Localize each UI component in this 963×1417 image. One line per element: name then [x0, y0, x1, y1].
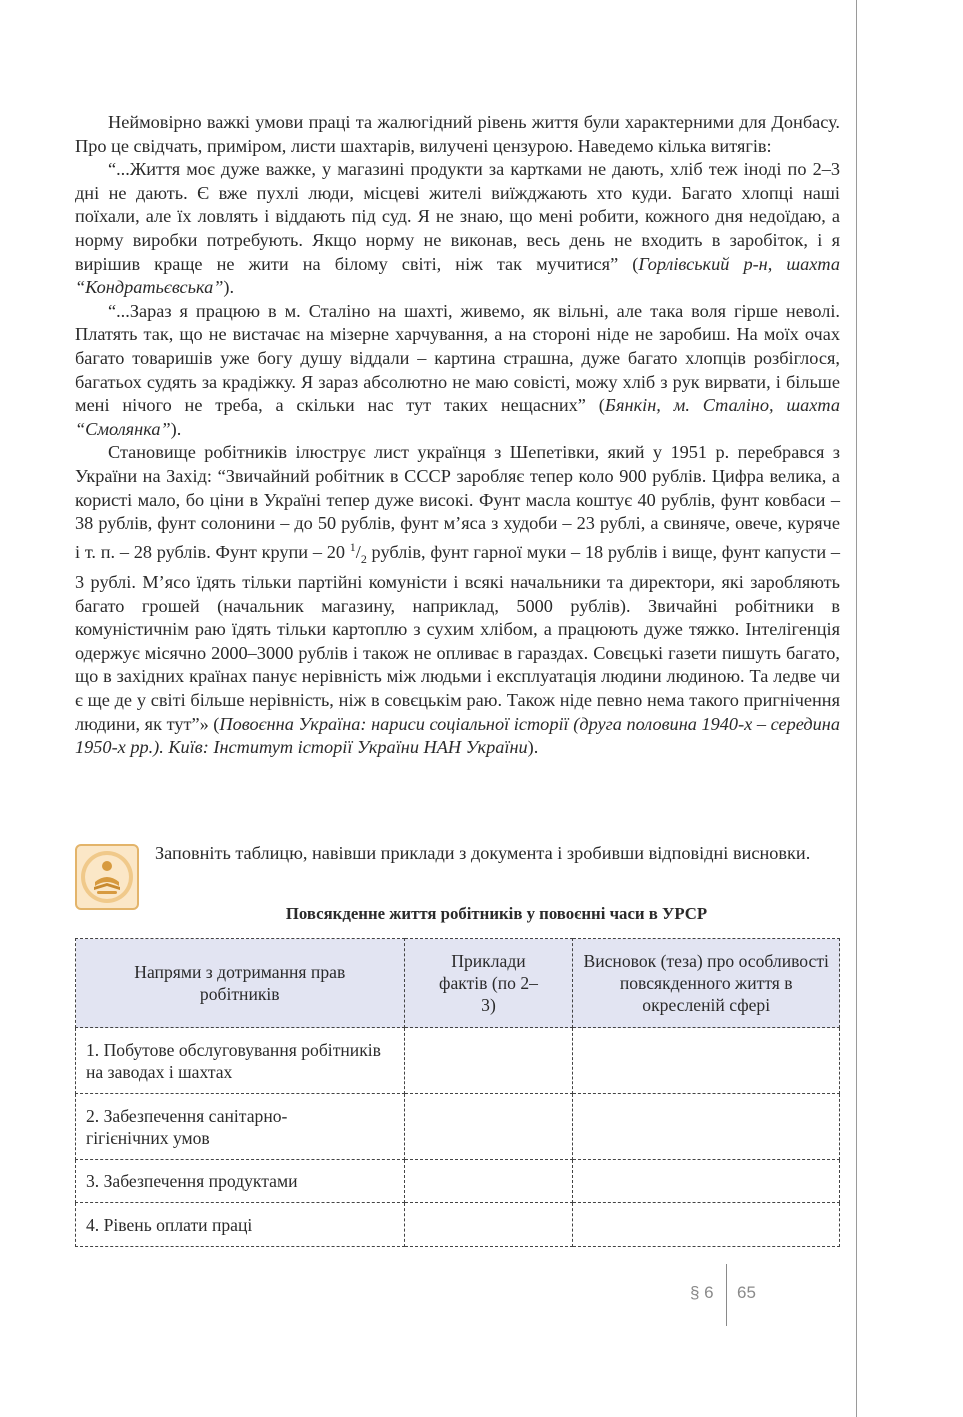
examples-cell[interactable] [404, 1160, 573, 1203]
paragraph-letter-1: “...Життя моє дуже важке, у магазині продукти за картками не дають, хліб теж іноді по 2–3 дні не дають. Є вже пухлі люди, місцеві жителі виїжджають хто куди. Багато хлопці наші поїхали, але їх ловлять і віддають під суд. Я не знаю, що мені робити, кожного дня недоїдаю, а норму виробки потребують. Якщо норму не виконав, весь день не входить в заробіток, і я вирішив краще не жити на білому світі, ніж так мучитися” (Горлівський р-н, шахта “Кондратьєвська”). [75, 159, 840, 298]
letter-1-source: Горлівський р-н, шахта “Кондратьєвська” [75, 253, 840, 298]
paragraph-letter-3: Становище робітників ілюструє лист українця з Шепетівки, який у 1951 р. перебрався з України на Захід: “Звичайний робітник в СССР заробляє тепер коло 900 рублів. Цифра велика, а користі мало, бо ціни в Україні тепер дуже високі. Фунт масла коштує 40 рублів, фунт ковбаси – 38 рублів, фунт солонини – до 50 рублів, фунт м’яса з худоби – 23 рублі, а свиняче, овече, куряче і т. п. – 28 рублів. Фунт крупи – 20 $^1/_2$ рублів, фунт гарної муки – 18 рублів і вище, фунт капусти – 3 рублі. М’ясо їдять тільки партійні комуністи і всякі начальники та директори, які заробляють багато грошей (начальник магазину, наприклад, 5000 рублів). Звичайні робітники в комуністичнім раю їдять тільки картоплю з сухим хлібом, а працюють дуже тяжко. Інтелігенція одержує місячно 2000–3000 рублів і також не опливає в гараздах. Совєцькі газети пишуть багато, що в західних країнах панує нерівність між людьми і експлуатація людини людиною. Та ледве чи є ще де у світі більше нерівність, ніж в совєцькім раю. Також ніде певно нема такого пригнічення людини, як тут”» (Повоєнна Україна: нариси соціальної історії (друга половина 1940-х – середина 1950-х рр.). Київ: Інститут історії України НАН України). [75, 442, 841, 758]
conclusion-cell[interactable] [573, 1203, 840, 1247]
table-row [76, 1203, 840, 1247]
table-row [76, 1028, 840, 1094]
conclusion-cell[interactable] [573, 1160, 840, 1203]
footer-divider [726, 1264, 727, 1326]
fraction-denominator: 2 [360, 551, 367, 566]
conclusion-cell[interactable] [573, 1094, 840, 1160]
row-label: 1. Побутове обслуговування робітників на заводах і шахтах [76, 1028, 405, 1094]
header-examples: Приклади фактів (по 2–3) [404, 939, 573, 1028]
table-row [76, 1160, 840, 1203]
header-conclusion: Висновок (теза) про особливості повсякденного життя в окресленій сфері [573, 939, 840, 1028]
reading-person-icon [75, 844, 139, 910]
examples-cell[interactable] [404, 1094, 573, 1160]
section-number: § 6 [690, 1283, 714, 1302]
row-label: 2. Забезпечення санітарно-гігієнічних умов [76, 1094, 405, 1160]
task-instruction: Заповніть таблицю, навівши приклади з документа і зробивши відповідні висновки. [155, 843, 811, 863]
letter-2-source: Бянкін, м. Сталіно, шахта “Смолянка” [75, 395, 840, 439]
conclusion-cell[interactable] [573, 1028, 840, 1094]
examples-cell[interactable] [404, 1028, 573, 1094]
paragraph-intro: Неймовірно важкі умови праці та жалюгідний рівень життя були характерними для Донбасу. Про це свідчать, приміром, листи шахтарів, вилучені цензурою. Наведемо кілька витягів: [75, 112, 840, 156]
page-edge-rule [856, 0, 857, 1417]
fraction-numerator: 1 [349, 539, 356, 554]
paragraph-letter-2: “...Зараз я працюю в м. Сталіно на шахті, живемо, як вільні, але така воля гірше неволі. Платять так, що не вистачає на мізерне харчування, а на стороні ніде не заробиш. На моїх очах багато товаришів уже богу душу віддали – картина страшна, дуже багато хлопців розбіглося, багатьох судять за крадіжку. Я зараз абсолютно не маю совісті, можу хліб з рук вирвати, і більше мені нічого не треба, а скільки нас тут таких нещасних” (Бянкін, м. Сталіно, шахта “Смолянка”). [75, 300, 840, 439]
table-row [76, 1094, 840, 1160]
main-text [75, 111, 840, 760]
page-number: 65 [737, 1283, 756, 1302]
letter-3-source: Повоєнна Україна: нариси соціальної історії (друга половина 1940-х – середина 1950-х рр.). Київ: Інститут історії України НАН України [75, 713, 841, 758]
table-title: Повсякденне життя робітників у повоєнні часи в УРСР [285, 904, 708, 923]
worker-life-table [75, 938, 840, 1247]
examples-cell[interactable] [404, 1203, 573, 1247]
table-header-row [76, 939, 840, 1028]
row-label: 4. Рівень оплати праці [76, 1203, 405, 1247]
header-directions: Напрями з дотримання прав робітників [76, 939, 405, 1028]
row-label: 3. Забезпечення продуктами [76, 1160, 405, 1203]
